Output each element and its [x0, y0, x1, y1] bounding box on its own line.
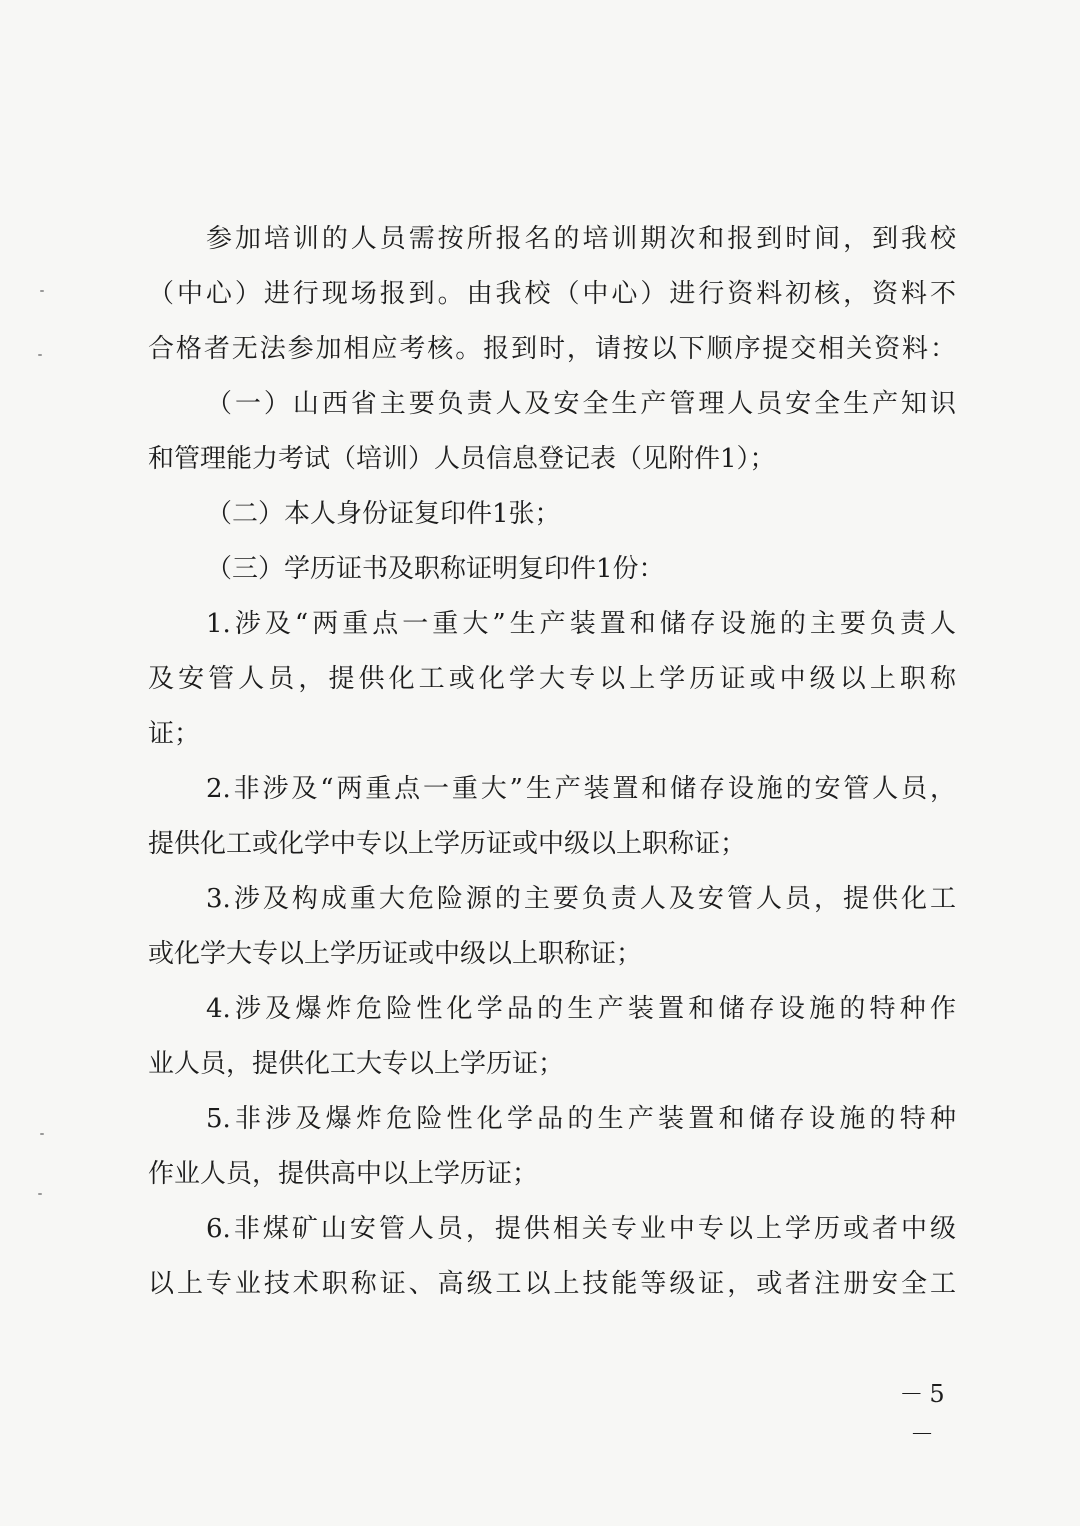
text-line: （中心）进行现场报到。由我校（中心）进行资料初核，资料不 — [148, 279, 956, 309]
text-line: 和管理能力考试（培训）人员信息登记表（见附件1）； — [148, 444, 776, 474]
page-number: －5－ — [899, 1380, 951, 1448]
text-line: 提供化工或化学中专以上学历证或中级以上职称证； — [148, 829, 747, 859]
scan-speck — [40, 290, 44, 292]
text-line: 合格者无法参加相应考核。报到时，请按以下顺序提交相关资料： — [148, 334, 956, 364]
text-line: 及安管人员，提供化工或化学大专以上学历证或中级以上职称 — [148, 664, 956, 694]
text-line: 以上专业技术职称证、高级工以上技能等级证，或者注册安全工 — [148, 1269, 956, 1299]
text-line: 5.非涉及爆炸危险性化学品的生产装置和储存设施的特种 — [206, 1104, 956, 1134]
text-line: （二）本人身份证复印件1张； — [206, 499, 561, 529]
text-line: 证； — [148, 719, 201, 749]
text-line: 3.涉及构成重大危险源的主要负责人及安管人员，提供化工 — [206, 884, 956, 914]
text-line: （一）山西省主要负责人及安全生产管理人员安全生产知识 — [206, 389, 956, 419]
scan-speck — [40, 1133, 44, 1135]
text-line: 2.非涉及“两重点一重大”生产装置和储存设施的安管人员， — [206, 774, 956, 804]
text-line: 参加培训的人员需按所报名的培训期次和报到时间，到我校 — [206, 224, 956, 254]
text-line: 1.涉及“两重点一重大”生产装置和储存设施的主要负责人 — [206, 609, 956, 639]
scan-speck — [38, 1193, 42, 1195]
text-line: 4.涉及爆炸危险性化学品的生产装置和储存设施的特种作 — [206, 994, 956, 1024]
text-line: （三）学历证书及职称证明复印件1份： — [206, 554, 665, 584]
scan-speck — [38, 354, 42, 356]
document-body — [148, 212, 956, 1312]
text-line: 业人员，提供化工大专以上学历证； — [148, 1049, 565, 1079]
text-line: 或化学大专以上学历证或中级以上职称证； — [148, 939, 643, 969]
text-line: 6.非煤矿山安管人员，提供相关专业中专以上学历或者中级 — [206, 1214, 956, 1244]
text-line: 作业人员，提供高中以上学历证； — [148, 1159, 539, 1189]
